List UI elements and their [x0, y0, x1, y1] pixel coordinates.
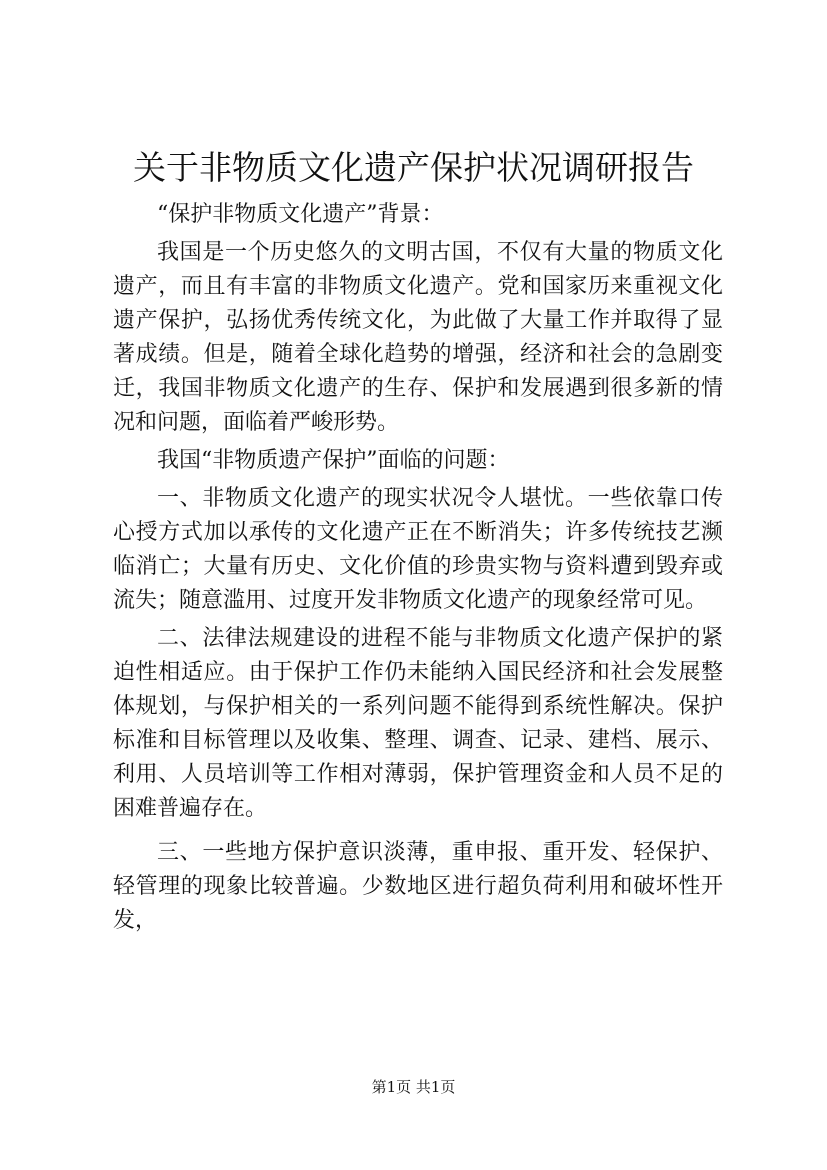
page-footer: 第1页 共1页 — [371, 1078, 456, 1096]
paragraph-problem-1: 一、非物质文化遗产的现实状况令人堪忧。一些依靠口传心授方式加以承传的文化遗产正在不断消失；许多传统技艺濒临消亡；大量有历史、文化价值的珍贵实物与资料遭到毁弃或流失；随意滥用、过度开发非物质文化遗产的现象经常可见。 — [113, 486, 723, 613]
document-body — [113, 198, 723, 938]
paragraph-problems-heading: 我国“非物质遗产保护”面临的问题： — [157, 448, 510, 473]
paragraph-background-heading: “保护非物质文化遗产”背景： — [157, 202, 444, 227]
paragraph-background: 我国是一个历史悠久的文明古国，不仅有大量的物质文化遗产，而且有丰富的非物质文化遗产。党和国家历来重视文化遗产保护，弘扬优秀传统文化，为此做了大量工作并取得了显著成绩。但是，随着全球化趋势的增强，经济和社会的急剧变迁，我国非物质文化遗产的生存、保护和发展遇到很多新的情况和问题，面临着严峻形势。 — [113, 240, 723, 435]
paragraph-problem-2: 二、法律法规建设的进程不能与非物质文化遗产保护的紧迫性相适应。由于保护工作仍未能纳入国民经济和社会发展整体规划，与保护相关的一系列问题不能得到系统性解决。保护标准和目标管理以及收集、整理、调查、记录、建档、展示、利用、人员培训等工作相对薄弱，保护管理资金和人员不足的困难普遍存在。 — [113, 626, 723, 821]
document-title: 关于非物质文化遗产保护状况调研报告 — [133, 148, 694, 187]
paragraph-problem-3: 三、一些地方保护意识淡薄，重申报、重开发、轻保护、轻管理的现象比较普遍。少数地区进行超负荷利用和破坏性开发， — [113, 840, 723, 933]
